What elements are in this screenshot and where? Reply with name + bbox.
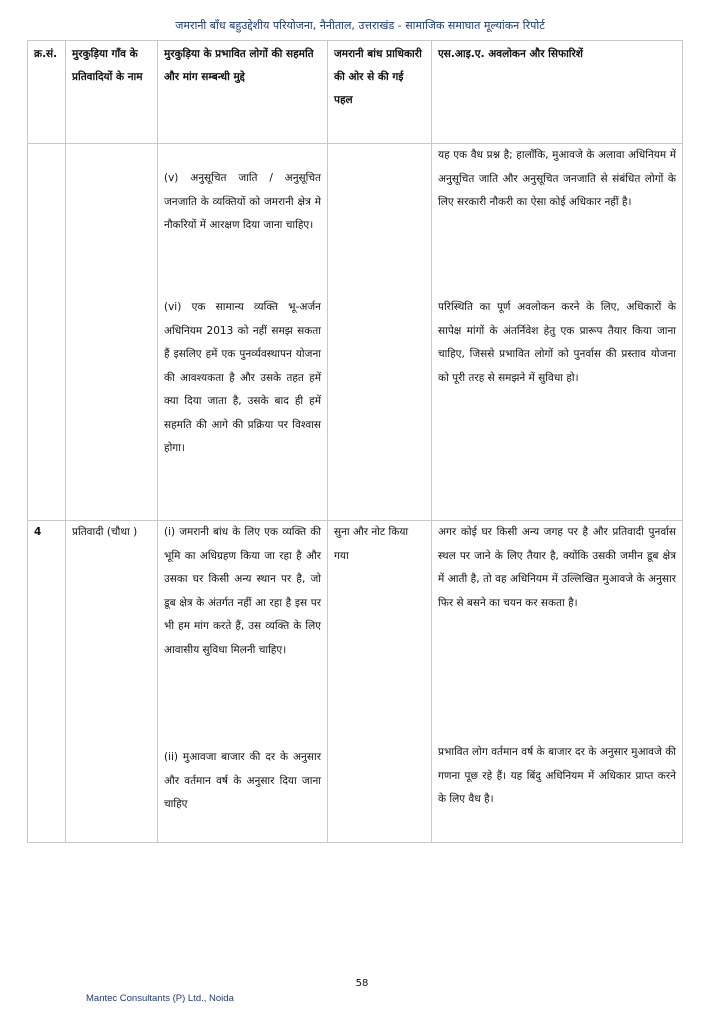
issue-item: (i) जमरानी बांध के लिए एक व्यक्ति की भूमि का अधिग्रहण किया जा रहा है और उसका घर किसी अन्य स्थान पर है, जो डूब क्षेत्र के अंतर्गत नहीं आ रहा है इस पर भी हम मांग करते हैं, उस व्यक्ति के लिए आवासीय सुविधा मिलनी चाहिए। — [164, 526, 321, 656]
cell-observations — [432, 144, 683, 521]
cell-initiative — [328, 144, 432, 521]
issue-item: (vi) एक सामान्य व्यक्ति भू-अर्जन अधिनियम 2013 को नहीं समझ सकता हैं इसलिए हमें एक पुनर्व्यवस्थापन योजना की आवश्यकता है और उसके तहत हमें क्या दिया जाता है, उसके बाद ही हमें सहमति की आगे की प्रक्रिया पर विश्वास होगा। — [164, 301, 321, 454]
footer-company-name: Mantec Consultants (P) Ltd., Noida — [86, 993, 234, 1004]
issue-item: (ii) मुआवजा बाजार की दर के अनुसार और वर्तमान वर्ष के अनुसार दिया जाना चाहिए — [164, 751, 321, 810]
cell-initiative: सुना और नोट किया गया — [328, 521, 432, 843]
table-row — [28, 144, 683, 521]
observation-item: प्रभावित लोग वर्तमान वर्ष के बाजार दर के अनुसार मुआवजे की गणना पूछ रहे हैं। यह बिंदु अधिनियम में अधिकार प्राप्त करने के लिए वैध है। — [438, 746, 676, 805]
page-number: 58 — [355, 978, 369, 989]
cell-respondent-name — [66, 144, 158, 521]
table-row — [28, 521, 683, 843]
observation-item: यह एक वैध प्रश्न है; हालाँकि, मुआवजे के अलावा अधिनियम में अनुसूचित जाति और अनुसूचित जनजाति से संबंधित लोगों के लिए सरकारी नौकरी का ऐसा कोई अधिकार नहीं है। — [438, 149, 676, 208]
cell-sno — [28, 144, 66, 521]
col-header-initiative: जमरानी बांध प्राधिकारी की ओर से की गई पहल — [328, 41, 432, 144]
col-header-observations: एस.आइ.ए. अवलोकन और सिफारिशें — [432, 41, 683, 144]
observation-item: अगर कोई घर किसी अन्य जगह पर है और प्रतिवादी पुनर्वास स्थल पर जाने के लिए तैयार है, क्योंकि उसकी जमीन डूब क्षेत्र में आती है, तो वह अधिनियम में उल्लिखित मुआवजे के अनुसार फिर से बसने का चयन कर सकता है। — [438, 526, 676, 609]
cell-observations — [432, 521, 683, 843]
observation-item: परिस्थिति का पूर्ण अवलोकन करने के लिए, अधिकारों के सापेक्ष मांगों के अंतर्निवेश हेतु एक प्रारूप तैयार किया जाना चाहिए, जिससे प्रभावित लोगों को पुनर्वास की प्रस्ताव योजना को पूरी तरह से समझने में सुविधा हो। — [438, 301, 676, 384]
issue-item: (v) अनुसूचित जाति / अनुसूचित जनजाति के व्यक्तियों को जमरानी क्षेत्र मे नौकरियों में आरक्षण दिया जाना चाहिए। — [164, 172, 321, 231]
cell-respondent-name: प्रतिवादी (चौथा ) — [66, 521, 158, 843]
col-header-issues: मुरकुड़िया के प्रभावित लोगों की सहमति और मांग सम्बन्धी मुद्दे — [158, 41, 328, 144]
cell-sno: 4 — [28, 521, 66, 843]
response-table — [27, 40, 683, 843]
col-header-respondent-name: मुरकुड़िया गाँव के प्रतिवादियों के नाम — [66, 41, 158, 144]
col-header-sno: क्र.सं. — [28, 41, 66, 144]
cell-issues — [158, 144, 328, 521]
cell-issues — [158, 521, 328, 843]
report-header-title: जमरानी बाँध बहुउद्देशीय परियोजना, नैनीताल, उत्तराखंड - सामाजिक समाघात मूल्यांकन रिपोर्ट — [175, 19, 545, 32]
table-header-row — [28, 41, 683, 144]
